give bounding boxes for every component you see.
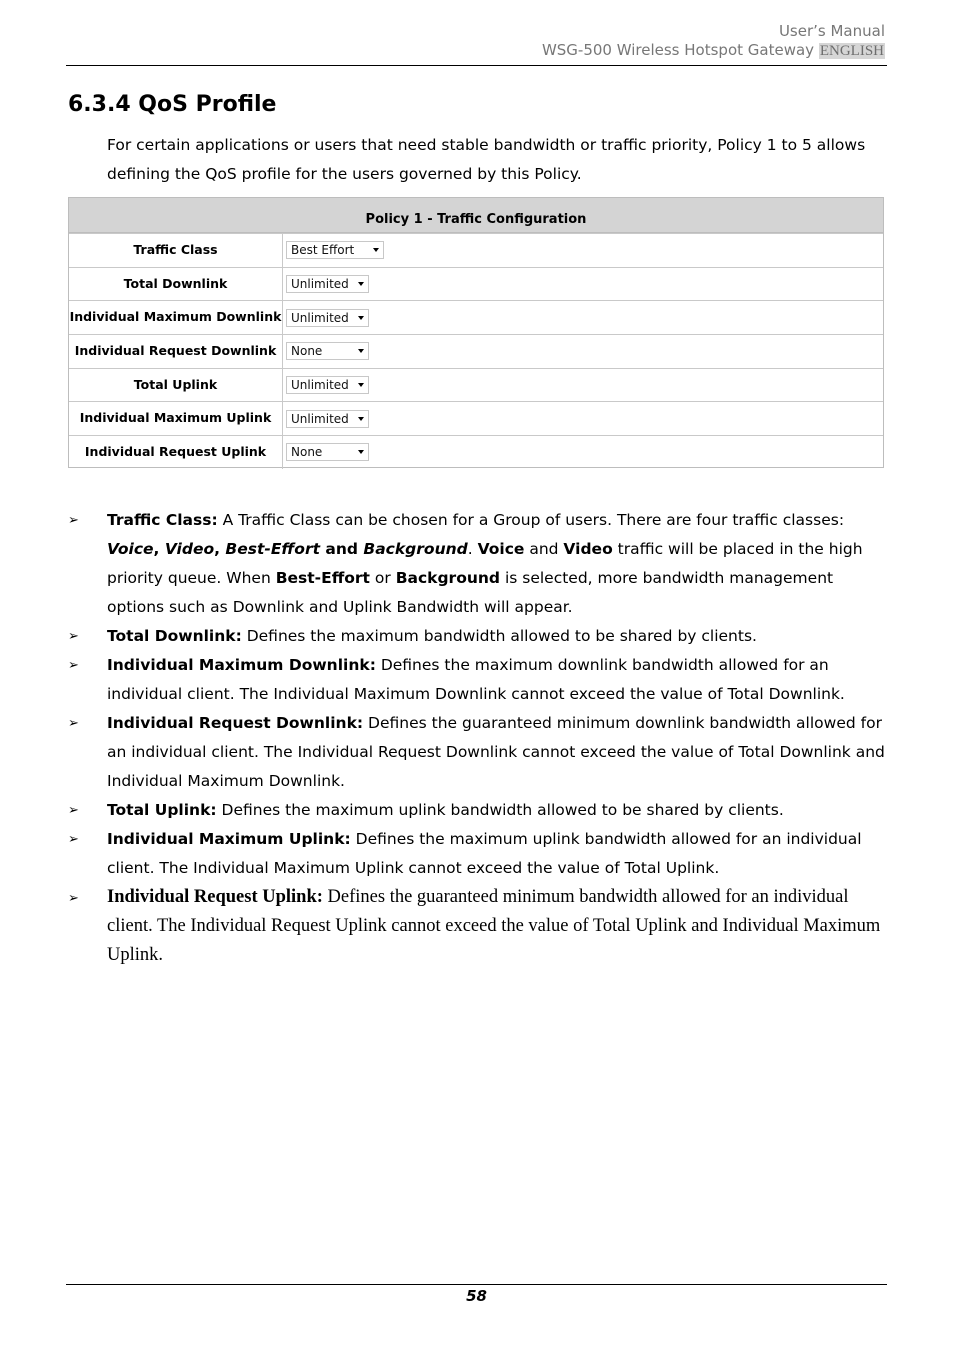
text: Defines the maximum downlink bandwidth allowed for an individual client. The Individual Maximum Downlink cannot exceed the value of Total Downlink. (107, 656, 845, 703)
text: . (467, 540, 478, 558)
dropdown-arrow-icon (358, 417, 364, 421)
bullet-text (107, 622, 886, 651)
row-individual-maximum-downlink (69, 300, 883, 334)
dropdown-arrow-icon (358, 316, 364, 320)
individual-request-downlink-value: None (291, 344, 323, 359)
text: , (214, 540, 226, 558)
term: Total Downlink: (107, 627, 242, 645)
traffic-class-value: Best Effort (291, 243, 355, 258)
dropdown-arrow-icon (358, 349, 364, 353)
definition-list (66, 506, 886, 970)
term-best-effort: Best-Effort (275, 569, 370, 587)
individual-maximum-uplink-select[interactable] (286, 410, 369, 428)
term-voice: Voice (107, 540, 154, 558)
bullet-text (107, 709, 886, 796)
panel-title: Policy 1 - Traffic Configuration (69, 198, 883, 233)
bullet-individual-request-downlink (66, 709, 886, 796)
bullet-total-downlink (66, 622, 886, 651)
row-total-downlink (69, 267, 883, 301)
term-voice: Voice (477, 540, 525, 558)
text: , (153, 540, 165, 558)
dropdown-arrow-icon (358, 282, 364, 286)
language-label: ENGLISH (819, 43, 884, 59)
text: Defines the maximum bandwidth allowed to be shared by clients. (241, 627, 757, 645)
text: is selected, more bandwidth management options such as Downlink and Uplink Bandwidth will appear. (107, 569, 834, 616)
bullet-arrow-icon: ➢ (68, 832, 79, 847)
traffic-class-label: Traffic Class (69, 234, 283, 267)
bullet-arrow-icon: ➢ (68, 629, 79, 644)
text: A Traffic Class can be chosen for a Group of users. There are four traffic classes: (217, 511, 845, 529)
term-video: Video (563, 540, 613, 558)
row-total-uplink (69, 368, 883, 402)
term: Individual Request Downlink: (107, 714, 364, 732)
bullet-individual-request-uplink (66, 883, 886, 970)
text: or (369, 569, 396, 587)
term-background: Background (395, 569, 501, 587)
bullet-individual-maximum-uplink (66, 825, 886, 883)
row-individual-maximum-uplink (69, 401, 883, 435)
text: Defines the maximum uplink bandwidth allowed to be shared by clients. (216, 801, 784, 819)
term: Traffic Class: (107, 511, 218, 529)
intro-paragraph: For certain applications or users that need stable bandwidth or traffic priority, Policy 1 to 5 allows defining the QoS profile for the users governed by this Policy. (107, 136, 866, 183)
term: Total Uplink: (107, 801, 217, 819)
row-individual-request-uplink (69, 435, 883, 469)
text: and (524, 540, 564, 558)
total-downlink-value: Unlimited (291, 277, 349, 292)
section-heading: 6.3.4 QoS Profile (68, 92, 277, 117)
total-uplink-select[interactable] (286, 376, 369, 394)
bullet-text (107, 825, 886, 883)
total-uplink-value: Unlimited (291, 378, 349, 393)
bullet-arrow-icon: ➢ (68, 716, 79, 731)
bullet-arrow-icon: ➢ (68, 890, 79, 905)
individual-maximum-downlink-value: Unlimited (291, 310, 349, 325)
total-uplink-label: Total Uplink (69, 369, 283, 402)
page-footer (66, 1284, 887, 1305)
product-title (66, 41, 887, 61)
term: Individual Maximum Downlink: (107, 656, 376, 674)
term-video: Video (164, 540, 215, 558)
individual-request-uplink-label: Individual Request Uplink (69, 436, 283, 469)
text: Defines the guaranteed minimum downlink bandwidth allowed for an individual client. The Individual Request Downlink cannot exceed the value of Total Downlink and Individual Maximum Downlink. (107, 714, 885, 790)
text: Defines the guaranteed minimum bandwidth allowed for an individual client. The Individual Request Uplink cannot exceed the value of Total Uplink and Individual Maximum Uplink. (107, 887, 881, 965)
row-traffic-class (69, 233, 883, 267)
dropdown-arrow-icon (358, 383, 364, 387)
text: traffic will be placed in the high priority queue. When (107, 540, 863, 587)
individual-maximum-downlink-label: Individual Maximum Downlink (69, 301, 283, 334)
total-downlink-label: Total Downlink (69, 268, 283, 301)
bullet-traffic-class (66, 506, 886, 622)
individual-maximum-downlink-select[interactable] (286, 309, 369, 327)
page-header (66, 22, 887, 66)
bullet-arrow-icon: ➢ (68, 513, 79, 528)
individual-request-downlink-label: Individual Request Downlink (69, 335, 283, 368)
individual-maximum-uplink-value: Unlimited (291, 411, 349, 426)
individual-request-downlink-select[interactable] (286, 342, 369, 360)
term: Individual Request Uplink: (107, 887, 323, 907)
traffic-configuration-panel (68, 197, 884, 468)
bullet-arrow-icon: ➢ (68, 803, 79, 818)
individual-request-uplink-select[interactable] (286, 443, 369, 461)
traffic-class-select[interactable] (286, 241, 384, 259)
bullet-text (107, 796, 886, 825)
individual-request-uplink-value: None (291, 445, 323, 460)
term-background: Background (363, 540, 468, 558)
individual-maximum-uplink-label: Individual Maximum Uplink (69, 402, 283, 435)
bullet-text (107, 506, 886, 622)
term-best-effort: Best-Effort (225, 540, 321, 558)
manual-title: User’s Manual (778, 22, 885, 40)
dropdown-arrow-icon (373, 248, 379, 252)
row-individual-request-downlink (69, 334, 883, 368)
text: and (320, 540, 364, 558)
dropdown-arrow-icon (358, 450, 364, 454)
text: Defines the maximum uplink bandwidth allowed for an individual client. The Individual Maximum Uplink cannot exceed the value of Total Uplink. (107, 830, 862, 877)
bullet-text (107, 883, 886, 970)
page-number: 58 (466, 1287, 487, 1305)
bullet-arrow-icon: ➢ (68, 658, 79, 673)
bullet-total-uplink (66, 796, 886, 825)
product-name: WSG-500 Wireless Hotspot Gateway (541, 41, 815, 59)
total-downlink-select[interactable] (286, 275, 369, 293)
bullet-individual-maximum-downlink (66, 651, 886, 709)
bullet-text (107, 651, 886, 709)
term: Individual Maximum Uplink: (107, 830, 351, 848)
